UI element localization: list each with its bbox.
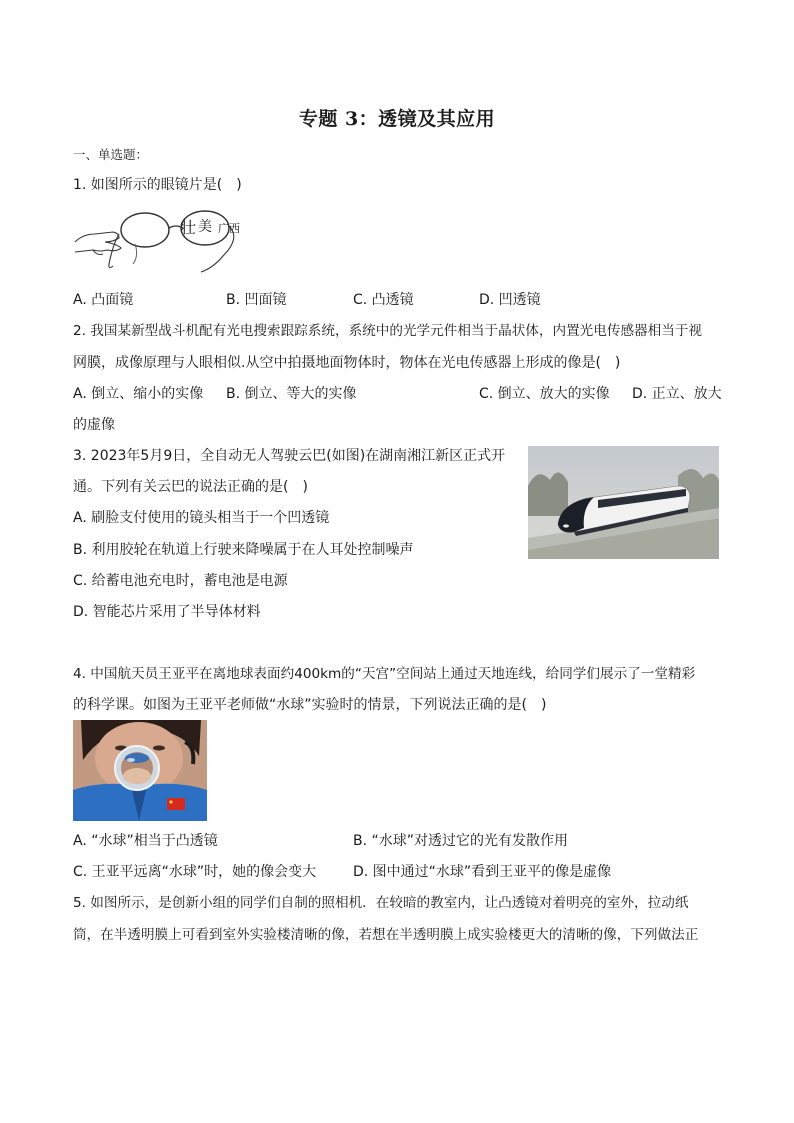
q1-option-a: A. 凸面镜 bbox=[73, 292, 134, 308]
q1-stem: 1. 如图所示的眼镜片是( ) bbox=[73, 177, 242, 193]
q2-option-d-tail: 的虚像 bbox=[73, 417, 115, 433]
q3-stem-line-1: 3. 2023年5月9日，全自动无人驾驶云巴(如图)在湖南湘江新区正式开 bbox=[73, 448, 506, 464]
glasses-figure bbox=[73, 204, 253, 276]
glasses-text-2: 美 bbox=[198, 219, 212, 235]
q4-option-c: C. 王亚平远离“水球”时，她的像会变大 bbox=[73, 864, 317, 880]
q4-stem-line-1: 4. 中国航天员王亚平在离地球表面约400km的“天宫”空间站上通过天地连线，给同学们展示了一堂精彩 bbox=[73, 666, 696, 682]
q4-stem-line-2: 的科学课。如图为王亚平老师做“水球”实验时的情景，下列说法正确的是( ) bbox=[73, 697, 547, 713]
glasses-text-3: 广西 bbox=[218, 222, 240, 235]
q3-option-c: C. 给蓄电池充电时，蓄电池是电源 bbox=[73, 573, 288, 589]
q3-option-b: B. 利用胶轮在轨道上行驶来降噪属于在人耳处控制噪声 bbox=[73, 542, 414, 558]
q2-option-d: D. 正立、放大 bbox=[632, 386, 722, 402]
q3-stem-line-2: 通。下列有关云巴的说法正确的是( ) bbox=[73, 479, 308, 495]
q5-stem-line-2: 筒，在半透明膜上可看到室外实验楼清晰的像，若想在半透明膜上成实验楼更大的清晰的像，下列做法正 bbox=[73, 927, 699, 943]
page-title: 专题 3：透镜及其应用 bbox=[298, 108, 496, 130]
cloud-bus-photo bbox=[528, 446, 719, 559]
q2-option-b: B. 倒立、等大的实像 bbox=[226, 386, 357, 402]
q3-option-d: D. 智能芯片采用了半导体材料 bbox=[73, 604, 261, 620]
q2-option-a: A. 倒立、缩小的实像 bbox=[73, 386, 204, 402]
q4-option-d: D. 图中通过“水球”看到王亚平的像是虚像 bbox=[353, 864, 612, 880]
q3-option-a: A. 刷脸支付使用的镜头相当于一个凹透镜 bbox=[73, 510, 330, 526]
water-ball-photo bbox=[73, 720, 207, 821]
q2-stem-line-2: 网膜，成像原理与人眼相似.从空中拍摄地面物体时，物体在光电传感器上形成的像是( ) bbox=[73, 355, 621, 371]
q4-option-b: B. “水球”对透过它的光有发散作用 bbox=[353, 833, 569, 849]
q5-stem-line-1: 5. 如图所示，是创新小组的同学们自制的照相机．在较暗的教室内，让凸透镜对着明亮的室外，拉动纸 bbox=[73, 895, 689, 911]
q1-option-c: C. 凸透镜 bbox=[353, 292, 414, 308]
q4-option-a: A. “水球”相当于凸透镜 bbox=[73, 833, 218, 849]
section-heading: 一、单选题： bbox=[73, 147, 149, 162]
q1-option-b: B. 凹面镜 bbox=[226, 292, 287, 308]
q1-option-d: D. 凹透镜 bbox=[479, 292, 541, 308]
q2-option-c: C. 倒立、放大的实像 bbox=[479, 386, 610, 402]
glasses-text-1: 壮 bbox=[180, 218, 197, 237]
q2-stem-line-1: 2. 我国某新型战斗机配有光电搜索跟踪系统，系统中的光学元件相当于晶状体，内置光电传感器相当于视 bbox=[73, 323, 703, 339]
